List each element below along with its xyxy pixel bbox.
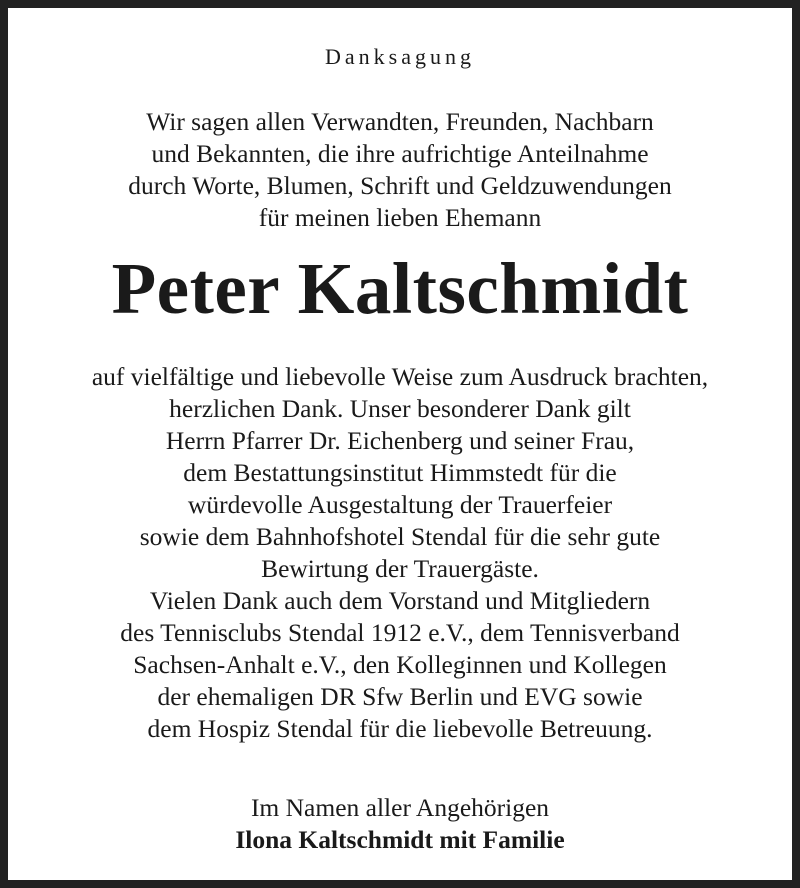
body-line: Herrn Pfarrer Dr. Eichenberg und seiner Frau, [165,426,635,455]
signature-block [8,792,792,856]
body-line: sowie dem Bahnhofshotel Stendal für die sehr gute [139,522,661,551]
body-line: dem Bestattungsinstitut Himmstedt für die [183,458,617,487]
thanks-paragraph [8,361,792,745]
signature-name: Ilona Kaltschmidt mit Familie [235,825,565,854]
body-line: würdevolle Ausgestaltung der Trauerfeier [187,490,613,519]
notice-heading: Danksagung [325,44,475,69]
body-line: dem Hospiz Stendal für die liebevolle Betreuung. [147,714,653,743]
body-line: der ehemaligen DR Sfw Berlin und EVG sowie [157,682,643,711]
intro-line: Wir sagen allen Verwandten, Freunden, Nachbarn [146,107,654,136]
intro-line: und Bekannten, die ihre aufrichtige Anteilnahme [151,139,649,168]
body-line: Bewirtung der Trauergäste. [261,554,539,583]
signature-intro: Im Namen aller Angehörigen [250,793,550,822]
body-line: Vielen Dank auch dem Vorstand und Mitgliedern [149,586,651,615]
body-line: herzlichen Dank. Unser besonderer Dank gilt [169,394,631,423]
intro-paragraph [8,106,792,234]
intro-line: durch Worte, Blumen, Schrift und Geldzuwendungen [128,171,672,200]
body-line: Sachsen-Anhalt e.V., den Kolleginnen und Kollegen [133,650,667,679]
body-line: des Tennisclubs Stendal 1912 e.V., dem Tennisverband [120,618,680,647]
body-line: auf vielfältige und liebevolle Weise zum Ausdruck brachten, [91,362,709,391]
deceased-name: Peter Kaltschmidt [111,248,689,329]
intro-line: für meinen lieben Ehemann [258,203,542,232]
